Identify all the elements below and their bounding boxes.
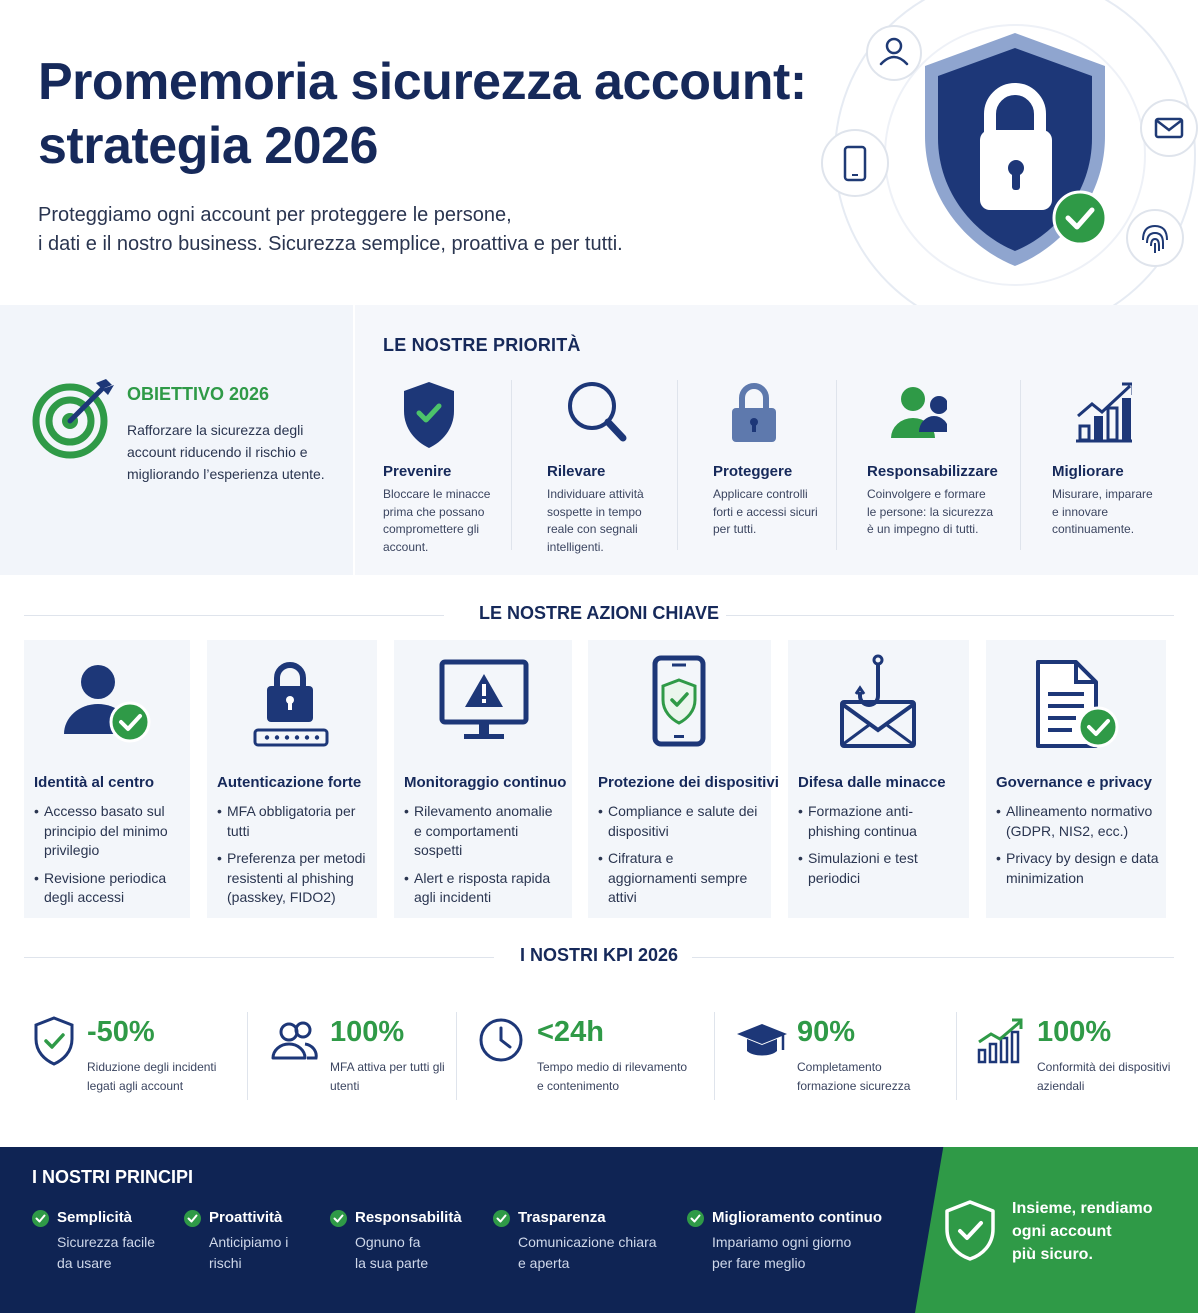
mobile-phone-icon [822, 130, 888, 196]
magnifier-icon [547, 380, 627, 450]
kpi-heading-row [24, 945, 1174, 969]
padlock-icon [713, 380, 793, 450]
monitor-alert-icon [394, 652, 572, 752]
kpi-label: Conformità dei dispositivi aziendali [1037, 1060, 1171, 1093]
slogan-line-3: più sicuro. [1012, 1246, 1093, 1263]
people-icon [867, 380, 947, 450]
bar-growth-icon [976, 1014, 1024, 1066]
action-title: Identità al centro [34, 774, 155, 791]
principle-title: Miglioramento continuo [712, 1209, 882, 1226]
user-icon [867, 26, 921, 80]
action-title: Protezione dei dispositivi [598, 774, 779, 791]
growth-chart-icon [1052, 380, 1132, 450]
clock-icon [478, 1014, 526, 1066]
hero-section [0, 0, 1198, 305]
page-subtitle-line-1: Proteggiamo ogni account per proteggere le persone, [38, 204, 512, 226]
target-icon [30, 375, 116, 461]
kpi-value: 100% [330, 1016, 405, 1048]
action-bullet: • Privacy by design e data minimization [996, 849, 1164, 888]
principle-title: Trasparenza [518, 1209, 606, 1226]
action-bullet: • Rilevamento anomalie e comportamenti sospetti [404, 802, 564, 861]
check-badge-icon [1054, 192, 1106, 244]
kpi-heading: I NOSTRI KPI 2026 [519, 945, 679, 965]
action-bullet: • Simulazioni e test periodici [798, 849, 963, 888]
kpi-detection [478, 1010, 708, 1105]
action-bullets [217, 802, 367, 916]
divider [677, 380, 678, 550]
action-bullet: • MFA obbligatoria per tutti [217, 802, 367, 841]
slogan-line-1: Insieme, rendiamo [1012, 1200, 1153, 1217]
user-check-icon [24, 652, 190, 752]
fingerprint-icon [1127, 210, 1183, 266]
priority-title: Migliorare [1052, 463, 1124, 480]
slogan-text [1012, 1197, 1192, 1266]
check-circle-icon [493, 1210, 510, 1227]
priority-desc: Misurare, imparare e innovare continuamente. [1052, 487, 1153, 536]
slogan-line-2: ogni account [1012, 1223, 1112, 1240]
divider [726, 615, 1174, 616]
principle-desc: Sicurezza facile da usare [57, 1234, 156, 1271]
action-card-governance [986, 640, 1166, 918]
page-title-line-2: strategia 2026 [38, 117, 378, 175]
divider [511, 380, 512, 550]
kpi-training [734, 1010, 944, 1105]
kpi-incidents [32, 1010, 242, 1105]
divider [456, 1012, 457, 1100]
check-circle-icon [687, 1210, 704, 1227]
page-subtitle-line-2: i dati e il nostro business. Sicurezza semplice, proattiva e per tutti. [38, 233, 623, 255]
actions-heading-row [24, 603, 1174, 627]
objective-panel [0, 305, 355, 575]
priority-title: Responsabilizzare [867, 463, 998, 480]
action-bullets [404, 802, 564, 916]
phone-shield-icon [588, 652, 771, 752]
action-card-minacce [788, 640, 969, 918]
action-bullet: • Alert e risposta rapida agli incidenti [404, 869, 564, 908]
action-title: Governance e privacy [996, 774, 1152, 791]
principles-footer [0, 1147, 1198, 1313]
action-bullets [598, 802, 763, 916]
action-bullet: • Allineamento normativo (GDPR, NIS2, ecc.) [996, 802, 1164, 841]
divider [956, 1012, 957, 1100]
actions-heading: LE NOSTRE AZIONI CHIAVE [478, 603, 719, 623]
page-title-line-1: Promemoria sicurezza account: [38, 53, 807, 111]
action-title: Monitoraggio continuo [404, 774, 567, 791]
divider [1020, 380, 1021, 550]
graduation-cap-icon [734, 1014, 788, 1066]
action-bullets [34, 802, 184, 916]
shield-check-icon [383, 380, 463, 450]
email-icon [1141, 100, 1197, 156]
priority-desc: Individuare attività sospette in tempo reale con segnali intelligenti. [547, 487, 644, 554]
action-title: Difesa dalle minacce [798, 774, 946, 791]
priority-desc: Coinvolgere e formare le persone: la sicurezza è un impegno di tutti. [867, 487, 994, 536]
priority-desc: Bloccare le minacce prima che possano compromettere gli account. [383, 487, 491, 554]
principle-title: Responsabilità [355, 1209, 462, 1226]
page-title [38, 50, 838, 178]
action-card-monitoraggio [394, 640, 572, 918]
priorities-section [0, 305, 1198, 575]
priority-title: Proteggere [713, 463, 793, 480]
principle-title: Semplicità [57, 1209, 133, 1226]
priority-title: Rilevare [547, 463, 606, 480]
objective-text: Rafforzare la sicurezza degli account riducendo il rischio e migliorando l’esperienza utente. [127, 422, 325, 482]
kpi-label: Tempo medio di rilevamento e contenimento [537, 1060, 688, 1093]
page-subtitle [38, 201, 678, 259]
document-check-icon [986, 652, 1166, 752]
action-bullet: • Accesso basato sul principio del minimo privilegio [34, 802, 184, 861]
action-bullet: • Formazione anti-phishing continua [798, 802, 963, 841]
kpi-mfa [270, 1010, 450, 1105]
check-circle-icon [330, 1210, 347, 1227]
kpi-value: <24h [537, 1016, 604, 1048]
objective-title: OBIETTIVO 2026 [127, 384, 270, 404]
lock-password-icon [207, 652, 377, 752]
kpi-label: MFA attiva per tutti gli utenti [330, 1060, 445, 1093]
hero-security-illustration [810, 0, 1198, 305]
kpi-label: Riduzione degli incidenti legati agli account [87, 1060, 217, 1093]
principle-desc: Ognuno fa la sua parte [355, 1234, 429, 1271]
shield-check-outline-icon [942, 1199, 998, 1261]
divider [714, 1012, 715, 1100]
kpi-value: 100% [1037, 1016, 1112, 1048]
kpi-label: Completamento formazione sicurezza [797, 1060, 911, 1093]
action-bullet: • Revisione periodica degli accessi [34, 869, 184, 908]
kpi-compliance [976, 1010, 1176, 1105]
check-circle-icon [184, 1210, 201, 1227]
kpi-value: 90% [797, 1016, 856, 1048]
principle-desc: Impariamo ogni giorno per fare meglio [712, 1234, 852, 1271]
principle-title: Proattività [209, 1209, 283, 1226]
action-card-dispositivi [588, 640, 779, 918]
phishing-hook-icon [788, 652, 969, 752]
principle-desc: Comunicazione chiara e aperta [518, 1234, 657, 1271]
priorities-heading: LE NOSTRE PRIORITÀ [383, 335, 581, 355]
action-bullets [798, 802, 963, 896]
divider [692, 957, 1174, 958]
action-bullet: • Cifratura e aggiornamenti sempre attivi [598, 849, 763, 908]
priority-desc: Applicare controlli forti e accessi sicuri per tutti. [713, 487, 818, 536]
users-icon [270, 1014, 318, 1066]
check-circle-icon [32, 1210, 49, 1227]
action-card-autenticazione [207, 640, 377, 918]
shield-outline-icon [32, 1014, 80, 1066]
priority-title: Prevenire [383, 463, 452, 480]
action-bullet: • Compliance e salute dei dispositivi [598, 802, 763, 841]
divider [247, 1012, 248, 1100]
action-bullet: • Preferenza per metodi resistenti al phishing (passkey, FIDO2) [217, 849, 367, 908]
kpi-value: -50% [87, 1016, 155, 1048]
action-bullets [996, 802, 1164, 896]
principle-desc: Anticipiamo i rischi [209, 1234, 289, 1271]
principles-heading: I NOSTRI PRINCIPI [32, 1167, 194, 1187]
action-card-identita [24, 640, 190, 918]
divider [836, 380, 837, 550]
action-title: Autenticazione forte [217, 774, 362, 791]
